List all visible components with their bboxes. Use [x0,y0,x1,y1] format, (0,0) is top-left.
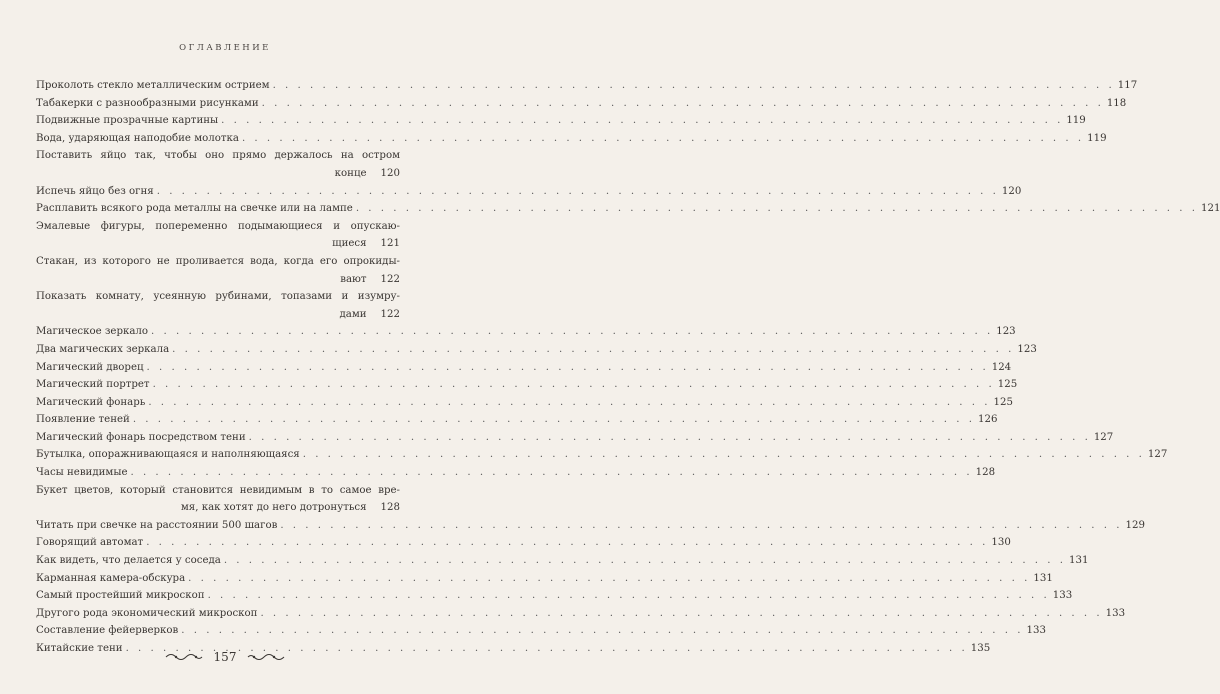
dot-leader [172,341,1014,359]
toc-entry-page: 129 [1125,519,1145,531]
toc-entry [36,77,1138,95]
toc-entry-page: 124 [991,361,1012,373]
toc-entry-title: Подвижные прозрачные картины [36,115,219,127]
toc-entry [36,534,1011,552]
toc-entry [36,147,400,182]
toc-entry [36,570,1053,588]
toc-entry [36,253,400,288]
dot-leader [130,464,972,482]
toc-entry-title: Магический портрет [36,379,150,391]
toc-entry [36,218,400,253]
dot-leader [153,376,995,394]
toc-entry [36,429,1114,447]
toc-entry-continuation: щиеся [332,238,367,250]
toc-entry-page: 119 [1066,115,1086,127]
dot-leader [280,517,1122,535]
toc-entry [36,112,1086,130]
dot-leader [260,605,1102,623]
toc-entry-title: Табакерки с разнообразными рисунками [36,97,259,109]
toc-entry-page: 122 [380,273,400,285]
dot-leader [181,622,1023,640]
toc-entry-page: 133 [1026,625,1046,637]
toc-entry [36,517,1145,535]
toc-entry-title: Показать комнату, усеянную рубинами, топазами и изумру- [36,291,400,303]
toc-entry-title: Магический фонарь [36,396,146,408]
toc-entry-title: Два магических зеркала [36,343,170,355]
toc-entry-page: 133 [1105,607,1126,619]
toc-entry-page: 125 [993,396,1013,408]
toc-entry [36,130,1107,148]
dot-leader [133,411,975,429]
toc-entry-title: Карманная камера-обскура [36,572,186,584]
toc-entry-title: Вода, ударяющая наподобие молотка [36,132,239,144]
toc-entry [36,394,1013,412]
toc-entry-title: Эмалевые фигуры, попеременно подымающиеся и опускаю- [36,220,400,232]
toc-entry [36,482,400,517]
toc-entry-title: Расплавить всякого рода металлы на свечке или на лампе [36,203,353,215]
toc-entry-title: Букет цветов, который становится невидимым в то самое вре- [36,484,400,496]
toc-entry-title: Поставить яйцо так, чтобы оно прямо держалось на остром [36,150,400,162]
toc-entry-page: 128 [380,502,400,514]
toc-entry-page: 120 [1001,185,1022,197]
toc-entry-title: Проколоть стекло металлическим острием [36,80,270,91]
toc-entry-page: 130 [991,537,1011,549]
toc-entry-page: 117 [1117,80,1138,91]
toc-entry-title: Как видеть, что делается у соседа [36,555,221,567]
toc-entry [36,200,1220,218]
toc-entry-title: Появление теней [36,414,130,426]
dot-leader [224,552,1066,570]
toc-entry-continuation: вают [340,273,367,285]
toc-entry-title: Испечь яйцо без огня [36,185,154,197]
toc-entry-title: Читать при свечке на расстоянии 500 шагов [36,519,278,531]
toc-entry-page: 131 [1069,555,1089,567]
toc-entry-title: Самый простейший микроскоп [36,590,205,602]
toc-entry-page: 125 [997,379,1018,391]
dot-leader [242,130,1084,148]
toc-entry [36,376,1018,394]
dot-leader [157,183,999,201]
toc-entry-title: Другого рода экономический микроскоп [36,607,258,619]
toc-entry-title: Часы невидимые [36,467,128,479]
dot-leader [221,112,1063,130]
page-footer [0,650,450,664]
toc-entry-page: 131 [1033,572,1053,584]
dot-leader [208,587,1050,605]
toc-entry-page: 128 [975,467,996,479]
toc-entry [36,605,1126,623]
toc-entry [36,622,1046,640]
toc-entry-title: Составление фейерверков [36,625,179,637]
toc-entry [36,183,1022,201]
toc-entry [36,323,1016,341]
toc-entry [36,587,1073,605]
toc-entry-page: 127 [1093,431,1114,443]
dot-leader [249,429,1091,447]
dot-leader [146,534,988,552]
toc-entry-page: 133 [1052,590,1073,602]
toc-entry-title: Говорящий автомат [36,537,144,549]
toc-entry-page: 121 [1201,203,1220,215]
toc-entry [36,552,1089,570]
toc-entry [36,446,1168,464]
toc-entry-page: 118 [1106,97,1127,109]
toc-entry-continuation: мя, как хотят до него дотронуться [180,502,367,514]
dot-leader [262,95,1104,113]
toc-entry-page: 123 [1017,343,1037,355]
toc-entry-page: 127 [1147,449,1168,461]
toc-entry [36,288,400,323]
toc-entry [36,464,996,482]
toc-heading: ОГЛАВЛЕНИЕ [179,43,271,53]
toc-entry-page: 120 [380,167,400,179]
toc-entry-continuation: дами [339,308,367,320]
toc-entry [36,341,1037,359]
toc-entry-page: 119 [1087,132,1107,144]
toc-entry-page: 126 [978,414,998,426]
right-ornament-icon [246,652,286,662]
toc-entry-continuation: конце [334,167,367,179]
toc-entry-title: Магический фонарь посредством тени [36,431,246,443]
toc-entry-page: 122 [380,308,400,320]
toc-entry-page: 123 [996,326,1016,338]
toc-entry-title: Бутылка, опоражнивающаяся и наполняющаяся [36,449,300,461]
toc-entry-page: 135 [970,643,991,654]
table-of-contents [36,77,1220,658]
toc-entry [36,411,998,429]
toc-entry-page: 121 [380,238,400,250]
dot-leader [151,323,993,341]
dot-leader [273,77,1115,95]
toc-entry-title: Китайские тени [36,643,123,654]
toc-entry [36,95,1127,113]
left-ornament-icon [164,652,204,662]
dot-leader [188,570,1030,588]
toc-entry [36,359,1012,377]
dot-leader [303,446,1145,464]
toc-entry-title: Магический дворец [36,361,144,373]
dot-leader [148,394,990,412]
toc-entry-title: Стакан, из которого не проливается вода, когда его опрокиды- [36,255,400,267]
dot-leader [356,200,1198,218]
dot-leader [147,359,989,377]
toc-entry-title: Магическое зеркало [36,326,149,338]
page-number: 157 [213,650,237,664]
